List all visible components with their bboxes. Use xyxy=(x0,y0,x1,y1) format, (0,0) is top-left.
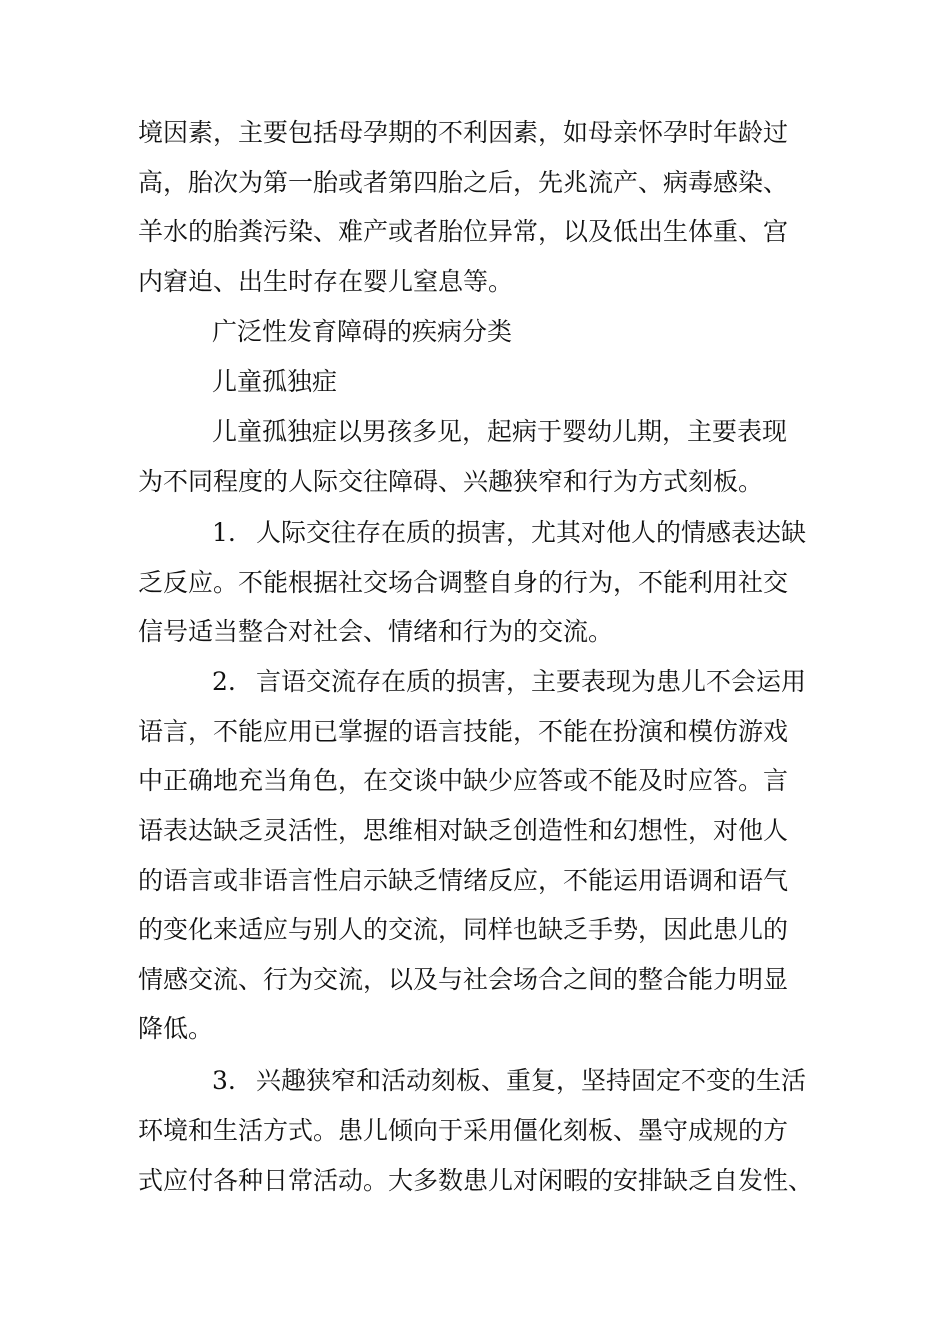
text-line: 语言，不能应用已掌握的语言技能，不能在扮演和模仿游戏 xyxy=(138,717,789,746)
text-line: 羊水的胎粪污染、难产或者胎位异常，以及低出生体重、宫 xyxy=(138,217,789,246)
text-line: 为不同程度的人际交往障碍、兴趣狭窄和行为方式刻板。 xyxy=(138,467,764,496)
text-line: 环境和生活方式。患儿倾向于采用僵化刻板、墨守成规的方 xyxy=(138,1116,789,1145)
list-number: 3. xyxy=(212,1066,236,1095)
subsection-heading: 儿童孤独症 xyxy=(212,367,338,396)
list-item-first-line xyxy=(212,666,818,698)
text-line: 信号适当整合对社会、情绪和行为的交流。 xyxy=(138,617,614,646)
text-line: 人际交往存在质的损害，尤其对他人的情感表达缺 xyxy=(256,518,807,547)
text-line: 降低。 xyxy=(138,1014,214,1043)
text-line: 兴趣狭窄和活动刻板、重复，坚持固定不变的生活 xyxy=(256,1066,807,1095)
list-item-first-line xyxy=(212,517,818,549)
text-line: 儿童孤独症以男孩多见，起病于婴幼儿期，主要表现 xyxy=(212,417,788,446)
text-line: 境因素，主要包括母孕期的不利因素，如母亲怀孕时年龄过 xyxy=(138,118,789,147)
text-line: 乏反应。不能根据社交场合调整自身的行为，不能利用社交 xyxy=(138,568,789,597)
list-number: 2. xyxy=(212,667,236,696)
text-line: 的变化来适应与别人的交流，同样也缺乏手势，因此患儿的 xyxy=(138,915,789,944)
text-line: 的语言或非语言性启示缺乏情绪反应，不能运用语调和语气 xyxy=(138,866,789,895)
text-line: 高，胎次为第一胎或者第四胎之后，先兆流产、病毒感染、 xyxy=(138,168,789,197)
text-line: 语表达缺乏灵活性，思维相对缺乏创造性和幻想性，对他人 xyxy=(138,816,789,845)
text-line: 言语交流存在质的损害，主要表现为患儿不会运用 xyxy=(256,667,807,696)
text-line: 式应付各种日常活动。大多数患儿对闲暇的安排缺乏自发性、 xyxy=(138,1166,814,1195)
text-line: 情感交流、行为交流，以及与社会场合之间的整合能力明显 xyxy=(138,965,789,994)
text-line: 中正确地充当角色，在交谈中缺少应答或不能及时应答。言 xyxy=(138,766,789,795)
section-heading: 广泛性发育障碍的疾病分类 xyxy=(212,317,513,346)
list-number: 1. xyxy=(212,518,236,547)
list-item-first-line xyxy=(212,1065,818,1097)
text-line: 内窘迫、出生时存在婴儿窒息等。 xyxy=(138,267,514,296)
